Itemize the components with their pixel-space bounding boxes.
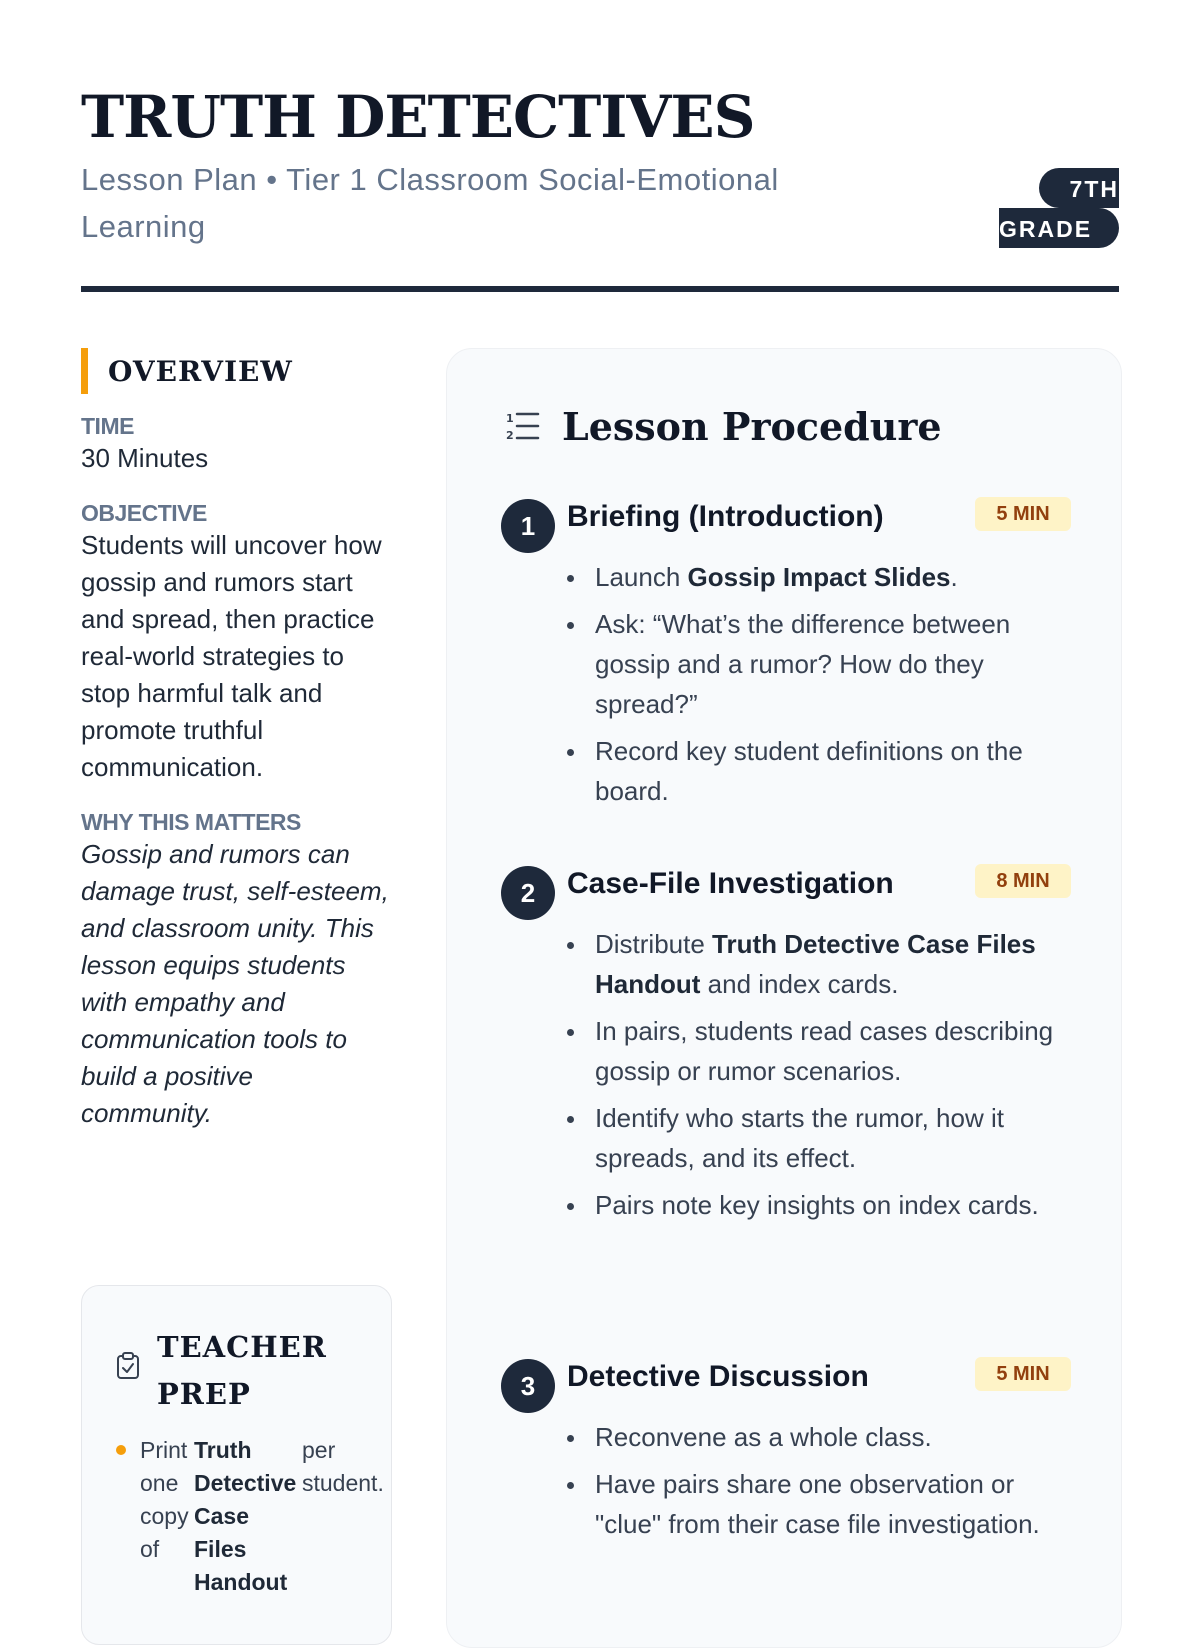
prep-word: one [140, 1470, 179, 1496]
bullet-text: Reconvene as a whole class. [595, 1422, 932, 1452]
bullet-text: Have pairs share one observation or "clue" from their case file investigation. [595, 1469, 1040, 1539]
bullet-text: Launch [595, 562, 688, 592]
teacher-prep-title: TEACHER PREP [157, 1330, 327, 1411]
step-bullets [567, 1417, 1067, 1551]
procedure-heading [504, 404, 942, 449]
numbered-list-icon [504, 409, 540, 445]
why-label: WHY THIS MATTERS [81, 809, 301, 835]
page-title: TRUTH DETECTIVES [81, 83, 755, 151]
step-title: Case-File Investigation [567, 867, 894, 900]
prep-word: copy [140, 1503, 189, 1529]
step-number: 3 [501, 1359, 555, 1413]
time-label: TIME [81, 413, 134, 439]
bullet-text: In pairs, students read cases describing gossip or rumor scenarios. [595, 1016, 1054, 1086]
grade-badge-line1: 7TH [1039, 168, 1119, 208]
teacher-prep-card [81, 1285, 392, 1645]
prep-word: Detective [194, 1470, 297, 1496]
bullet-dot [116, 1445, 126, 1455]
grade-badge [999, 168, 1119, 248]
objective-value: Students will uncover how gossip and rumors start and spread, then practice real-world strategies to stop harmful talk and promote truthful communication. [81, 530, 382, 782]
bullet-text: Identify who starts the rumor, how it spreads, and its effect. [595, 1103, 1004, 1173]
step-title: Detective Discussion [567, 1360, 869, 1393]
bullet-text: Record key student definitions on the board. [595, 736, 1023, 806]
list-item [567, 1464, 1067, 1544]
list-item [567, 731, 1067, 811]
svg-text:2: 2 [506, 428, 514, 442]
bullet-text: Ask: “What’s the difference between gossip and a rumor? How do they spread?” [595, 609, 1011, 719]
prep-word: Print [140, 1437, 188, 1463]
prep-word: student. [302, 1470, 384, 1496]
bullet-bold-text: Truth Detective Case Files Handout [595, 929, 1036, 999]
teacher-prep-list [116, 1434, 392, 1599]
list-item [567, 1417, 1067, 1457]
prep-word: of [140, 1536, 160, 1562]
time-value: 30 Minutes [81, 443, 209, 473]
grade-badge-line2: GRADE [999, 208, 1119, 248]
list-item [567, 557, 1067, 597]
page-subtitle: Lesson Plan • Tier 1 Classroom Social-Emotional Learning [81, 162, 779, 244]
overview-heading [81, 348, 391, 394]
step-time-badge: 5 MIN [975, 1357, 1071, 1391]
prep-word: Truth [194, 1437, 252, 1463]
objective-label: OBJECTIVE [81, 500, 207, 526]
lesson-procedure-card [446, 348, 1122, 1648]
bullet-text: Distribute [595, 929, 713, 959]
prep-word: Files [194, 1536, 247, 1562]
list-item [567, 1185, 1067, 1225]
step-time-badge: 8 MIN [975, 864, 1071, 898]
prep-col-text [302, 1434, 392, 1599]
step-title: Briefing (Introduction) [567, 500, 884, 533]
why-value: Gossip and rumors can damage trust, self-esteem, and classroom unity. This lesson equips students with empathy and communication tools to build a positive community. [81, 839, 389, 1128]
accent-bar [81, 348, 88, 394]
list-item [116, 1434, 392, 1599]
list-item [567, 1011, 1067, 1091]
bullet-text: Pairs note key insights on index cards. [595, 1190, 1039, 1220]
step-time-badge: 5 MIN [975, 497, 1071, 531]
step-number: 1 [501, 499, 555, 553]
procedure-title: Lesson Procedure [562, 404, 942, 449]
list-item [567, 604, 1067, 724]
prep-word: Case [194, 1503, 249, 1529]
list-item [567, 1098, 1067, 1178]
step-bullets [567, 924, 1067, 1232]
svg-text:1: 1 [506, 411, 514, 425]
prep-col-bold [194, 1434, 302, 1599]
header [81, 82, 1119, 292]
step-number: 2 [501, 866, 555, 920]
prep-word: per [302, 1437, 336, 1463]
list-item [567, 924, 1067, 1004]
prep-col-text [140, 1434, 194, 1599]
prep-word: Handout [194, 1569, 288, 1595]
overview-title: OVERVIEW [108, 354, 293, 388]
bullet-text: . [950, 562, 958, 592]
bullet-bold-text: Gossip Impact Slides [687, 562, 951, 592]
clipboard-check-icon [116, 1352, 140, 1380]
overview-section [81, 348, 391, 1154]
step-bullets [567, 557, 1067, 818]
bullet-text: and index cards. [700, 969, 899, 999]
